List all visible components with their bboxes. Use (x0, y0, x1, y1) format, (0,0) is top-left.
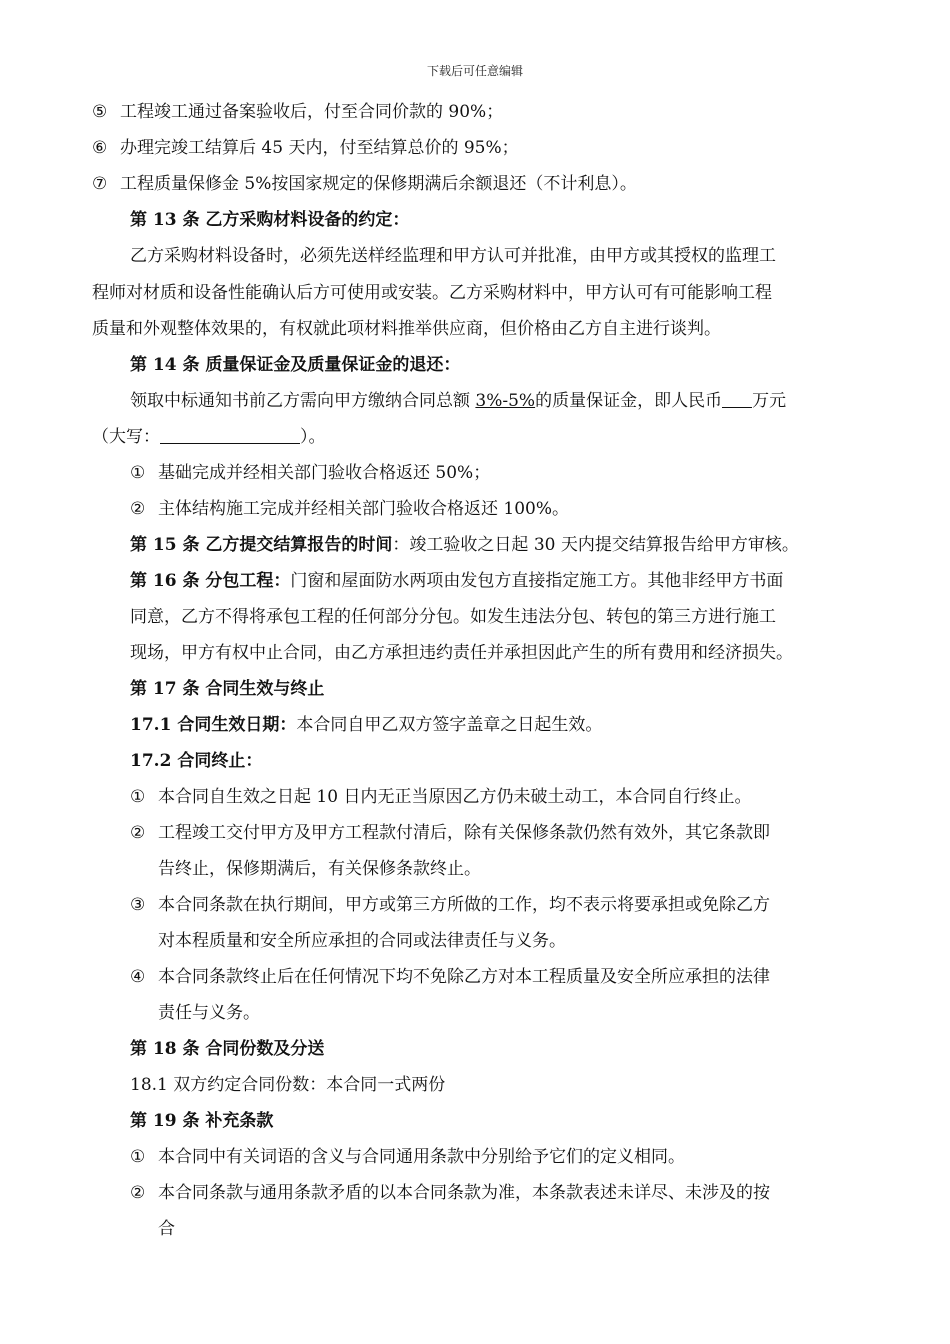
item-text: 工程质量保修金 5%按国家规定的保修期满后余额退还（不计利息）。 (120, 174, 637, 194)
article-17-1-text: 本合同自甲乙双方签字盖章之日起生效。 (296, 715, 603, 735)
item-text: 本合同条款在执行期间，甲方或第三方所做的工作，均不表示将要承担或免除乙方 (158, 895, 770, 915)
article-17-2-title: 17.2 合同终止： (130, 751, 263, 771)
item-text: 基础完成并经相关部门验收合格返还 50%； (158, 463, 491, 483)
item-number: ④ (130, 967, 146, 987)
item-number: ② (130, 823, 146, 843)
article-15 (130, 534, 799, 556)
payment-item-7 (92, 173, 637, 195)
article-13-para-line: 乙方采购材料设备时，必须先送样经监理和甲方认可并批准，由甲方或其授权的监理工 (130, 246, 776, 266)
item-text: 工程竣工通过备案验收后，付至合同价款的 90%； (120, 102, 504, 122)
amount-words-blank (160, 426, 300, 444)
article-18-title: 第 18 条 合同份数及分送 (130, 1039, 325, 1059)
article-19-item-2-cont: 合 (158, 1219, 175, 1239)
item-number: ① (130, 463, 146, 483)
item-number: ② (130, 499, 146, 519)
article-13-para-line: 质量和外观整体效果的，有权就此项材料推举供应商，但价格由乙方自主进行谈判。 (92, 319, 721, 339)
article-19-title: 第 19 条 补充条款 (130, 1111, 274, 1131)
para-text: ）。 (300, 427, 326, 447)
article-18-text: 18.1 双方约定合同份数：本合同一式两份 (130, 1075, 446, 1095)
percentage-range: 3%-5% (475, 391, 536, 411)
article-13-title: 第 13 条 乙方采购材料设备的约定： (130, 210, 410, 230)
item-number: ⑤ (92, 102, 108, 122)
article-17-item-4-cont: 责任与义务。 (158, 1003, 260, 1023)
article-16-line (130, 570, 783, 592)
item-number: ② (130, 1183, 146, 1203)
article-14-title: 第 14 条 质量保证金及质量保证金的退还： (130, 355, 461, 375)
article-15-text: ：竣工验收之日起 30 天内提交结算报告给甲方审核。 (392, 535, 799, 555)
article-17-item-3-cont: 对本程质量和安全所应承担的合同或法律责任与义务。 (158, 931, 566, 951)
item-text: 主体结构施工完成并经相关部门验收合格返还 100%。 (158, 499, 570, 519)
article-13-para-line: 程师对材质和设备性能确认后方可使用或安装。乙方采购材料中，甲方认可有可能影响工程 (92, 283, 772, 303)
item-text: 本合同条款终止后在任何情况下均不免除乙方对本工程质量及安全所应承担的法律 (158, 967, 770, 987)
article-16-title: 第 16 条 分包工程： (130, 571, 291, 591)
para-text: 的质量保证金，即人民币 (535, 391, 723, 411)
para-text: （大写： (92, 427, 160, 447)
article-17-item-2-cont: 告终止，保修期满后，有关保修条款终止。 (158, 859, 481, 879)
item-text: 本合同中有关词语的含义与合同通用条款中分别给予它们的定义相同。 (158, 1147, 685, 1167)
article-16-line: 现场，甲方有权中止合同，由乙方承担违约责任并承担因此产生的所有费用和经济损失。 (130, 643, 793, 663)
item-number: ③ (130, 895, 146, 915)
article-17-item-1 (130, 786, 751, 808)
para-text: 领取中标通知书前乙方需向甲方缴纳合同总额 (130, 391, 476, 411)
page-header: 下载后可任意编辑 (426, 64, 523, 78)
article-15-title: 第 15 条 乙方提交结算报告的时间 (130, 535, 393, 555)
item-text: 本合同条款与通用条款矛盾的以本合同条款为准，本条款表述未详尽、未涉及的按 (158, 1183, 770, 1203)
article-17-item-2 (130, 822, 770, 844)
unit-text: 万元 (752, 391, 787, 411)
payment-item-5 (92, 101, 503, 123)
article-17-item-4 (130, 966, 770, 988)
item-number: ⑦ (92, 174, 108, 194)
item-number: ① (130, 1147, 146, 1167)
article-19-item-1 (130, 1146, 685, 1168)
item-text: 本合同自生效之日起 10 日内无正当原因乙方仍未破土动工，本合同自行终止。 (158, 787, 752, 807)
article-17-title: 第 17 条 合同生效与终止 (130, 679, 325, 699)
article-19-item-2 (130, 1182, 770, 1204)
article-14-item-1 (130, 462, 490, 484)
item-text: 办理完竣工结算后 45 天内，付至结算总价的 95%； (120, 138, 519, 158)
article-17-1-title: 17.1 合同生效日期： (130, 715, 297, 735)
item-number: ① (130, 787, 146, 807)
item-text: 工程竣工交付甲方及甲方工程款付清后，除有关保修条款仍然有效外，其它条款即 (158, 823, 770, 843)
article-16-text: 门窗和屋面防水两项由发包方直接指定施工方。其他非经甲方书面 (290, 571, 784, 591)
payment-item-6 (92, 137, 519, 159)
amount-blank (722, 390, 752, 408)
article-14-para-line (92, 426, 326, 448)
article-16-line: 同意，乙方不得将承包工程的任何部分分包。如发生违法分包、转包的第三方进行施工 (130, 607, 776, 627)
article-14-para-line (130, 390, 786, 412)
article-14-item-2 (130, 498, 569, 520)
item-number: ⑥ (92, 138, 108, 158)
article-17-1 (130, 714, 602, 736)
article-17-item-3 (130, 894, 770, 916)
